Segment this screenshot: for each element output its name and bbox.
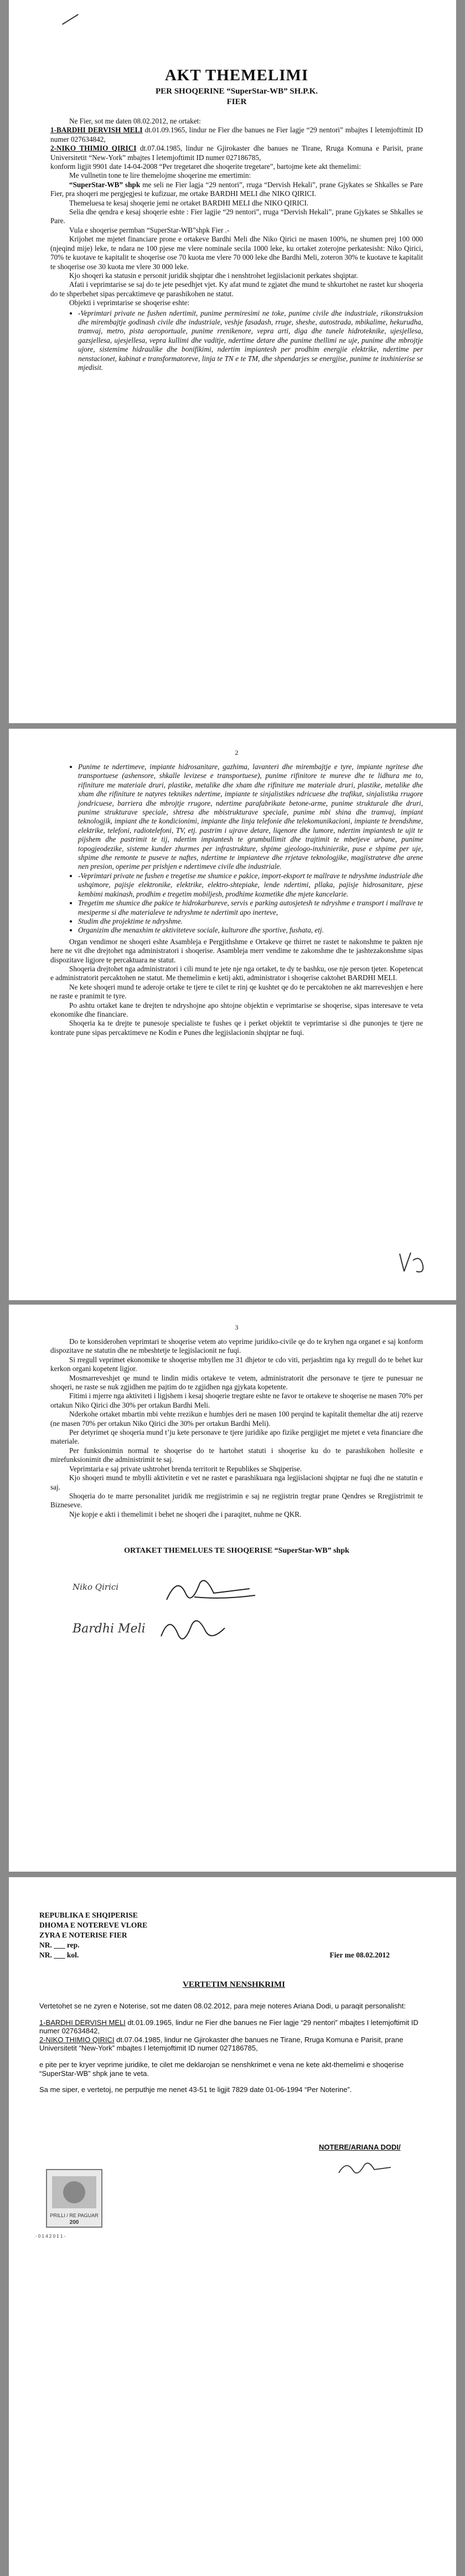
objective-item: • Punime te ndertimeve, impiante hidrosanitare, gazhima, lavanteri dhe mirembajtje e tyre, impiante ngritese dhe transportuese (ashensore, shkalle levizese e transportuese), punime rifinitore te mureve dhe te lidhura me to, rifiniture me materiale druri, plastike, metalike dhe xham dhe rifiniture me materiale druri, plastike, metalike dhe xham dhe rifiniture te natyres teknikes ndertime, impiante te sinjalistikes ndricuese dhe trafikut, sinjalistika rrugore jondricuese, barriera dhe mbrojtje rrugore, ndertime parafabrikate betone-arme, punime strukturale dhe druri, punime strukturave speciale, shtresa dhe mbistrukturave speciale, punime mbi shina dhe tramvaj, impiant teknologjik, impiant dhe te kondicionimi, impiante dhe linja telefonie dhe telekomunikacioni, impiante te brendshme, elektrike, telefoni, radiotelefoni, TV, etj. pastrim i ujrave detare, liqenore dhe lumore, ndertim impiantesh te ujit te pijshem dhe pastrimit te tij, ndertim impiantesh te grumbullimit dhe trajtimit te mbetjeve urbane, punime topogjeodezike, sisteme kunder zhurmes per infrastrukture, shpime gjeologo-inxhinierike, puse e shpime per uje, shpime dhe remonte te puseve te naftes, ndertime te impianteve dhe rrjetave teknologjike, magjistrateve dhe arene nen presion, operime per prishjen e ndertimeve civile dhe industriale.	[78, 763, 423, 872]
header-line: ZYRA E NOTERISE FIER	[39, 1931, 127, 1939]
certificate-body	[39, 2002, 428, 2094]
certificate-paragraph: Vertetohet se ne zyren e Noterise, sot me daten 08.02.2012, para meje noteres Ariana Dodi, u paraqit personalisht:	[39, 2002, 406, 2010]
certificate-title: VERTETIM NENSHKRIMI	[183, 1980, 285, 1989]
fiscal-stamp	[41, 2165, 107, 2232]
document-page-2	[9, 729, 456, 1300]
objectives-list-2	[69, 763, 423, 935]
paragraph: Nje kopje e akti i themelimit i behet ne shoqeri dhe i paraqitet, nuhme ne QKR.	[69, 1509, 302, 1518]
document-title: AKT THEMELIMI	[164, 66, 309, 84]
document-city: FIER	[226, 97, 247, 106]
objectives-list-1	[69, 309, 423, 373]
objective-item: • Organizim dhe menaxhim te aktiviteteve sociale, kulturore dhe sportive, fushata, etj.	[78, 926, 423, 935]
kol-number: NR. ___ kol.	[39, 1951, 79, 1959]
header-line: DHOMA E NOTEREVE VLORE	[39, 1921, 148, 1929]
paragraph: Mosmarreveshjet qe mund te lindin midis ortakeve te vetem, administratorit dhe personave te tjere te punesuar ne shoqeri, ne raste se nuk zgjidhen me pajtim do te zgjidhen nga gjykata kopetente.	[50, 1373, 423, 1392]
document-page-4	[9, 1877, 456, 2576]
change-objectives-paragraph: Po ashtu ortaket kane te drejten te ndryshojne apo shtojne objektin e veprimtarise se shoqerise, sipas interesave te veta ekonomike dhe financiare.	[50, 1001, 423, 1018]
paragraph: Per funksionimin normal te shoqerise do te hartohet statuti i shoqerise ku do te parashikohen hollesite e mirefunksionimit dhe administrimit te saj.	[50, 1446, 423, 1464]
signature-2	[156, 1614, 233, 1653]
stamp-paragraph: Vula e shoqerise permban “SuperStar-WB”shpk Fier .-	[69, 225, 230, 234]
paragraph: Shoqeria do te marre personalitet juridik me rregjistrimin e saj ne regjistrin tregtar prane Qendres se Rregjistrimit te Bizneseve.	[50, 1491, 423, 1509]
duration-paragraph: Afati i veprimtarise se saj do te jete pesedhjet vjet. Ky afat mund te zgjatet dhe mund te shkurtohet ne rastet kur shoqeria do te shperbehet sipas percaktimeve qe parashikohen ne statut.	[50, 280, 423, 298]
objective-item: • -Veprimtari private ne fushen e tregetise me shumice e pakice, import-eksport te mallrave te ndryshme industriale dhe ushqimore, pajisje elektronike, elektrike, elektro-shtepiake, lende ndertimi, pllaka, pajisje hidrosanitare, pjese kembimi makinash, prodhim e tregetim mobiljesh, prodhime kozmetike dhe mjete kancelarie.	[78, 872, 423, 899]
paragraph: Do te konsiderohen veprimtari te shoqerise vetem ato veprime juridiko-civile qe do te kryhen nga organet e saj konform dispozitave ne statutin dhe ne mbeshtetje te legjislacionit ne fuqi.	[50, 1337, 423, 1355]
signature-block	[50, 1572, 423, 1666]
paragraph: Si rregull veprimet ekonomike te shoqerise mbyllen me 31 dhjetor te cdo viti, perjashtim nga ky rregull do te behet kur kerkon organi kopetent ligjor.	[50, 1355, 423, 1373]
notary-name: NOTERE/ARIANA DODI/	[319, 2143, 401, 2151]
svg-text:PRILLI / RE PAGUAR: PRILLI / RE PAGUAR	[50, 2213, 99, 2218]
paragraph: Kjo shoqeri mund te mbylli aktivitetin e vet ne rastet e parashikuara nga legjislacioni shqiptar ne fuqi dhe ne statutin e saj.	[50, 1474, 423, 1491]
founder-2: 2-NIKO THIMIO QIRICI dt.07.04.1985, lindur ne Gjirokaster dhe banues ne Tirane, Rruga Komuna e Parisit, prane Universitetit “New-York” mbajtes I letemjoftimit ID numer 027186785,	[50, 144, 423, 162]
page-number: 3	[235, 1323, 239, 1331]
signature-name-2: Bardhi Meli	[73, 1622, 146, 1636]
notary-header	[39, 1910, 428, 1960]
objective-item: • Tregetim me shumice dhe pakice te hidrokarbureve, servis e parking autosjetesh te ndryshme e transport i mallrave te mesiperme si dhe materialeve te ndryshme te ndertimit apo inerteve,	[78, 899, 423, 917]
svg-text:200: 200	[69, 2219, 79, 2225]
paragraph: Per detyrimet qe shoqeria mund t’ju kete personave te tjere juridike apo fizike pergjigjet me mjetet e veta financiare dhe materiale.	[50, 1428, 423, 1446]
capital-paragraph: Krijohet me mjetet financiare prone e ortakeve Bardhi Meli dhe Niko Qirici ne masen 100%, ne shumen prej 100 000 (njeqind mije) leke, te ndara ne 100 pjese me vlere nominale secila 1000 leke, ku ortaket zoterojne perkatesisht: Niko Qirici, 70% te kuotave te kapitalit te shoqerise ose 70 kuota me vlere 70 000 leke dhe Bardhi Meli, zoteron 30% te kuotave te kapitalit te shoqerise ose 30 kuota me vlere 30 000 leke.	[50, 235, 423, 271]
page-number: 2	[235, 749, 239, 756]
document-page-3	[9, 1305, 456, 1872]
administrator-paragraph: Shoqeria drejtohet nga administratori i cili mund te jete nje nga ortaket, te dy te bashku, ose nje person tjeter. Kopetencat e administratorit percaktohen ne statut. Me themelimin e ketij akti, administrator i shoqerise caktohet BARDHI MELI.	[50, 964, 423, 982]
kol-row	[39, 1950, 428, 1960]
certificate-paragraph: Sa me siper, e vertetoj, ne perputhje me nenet 43-51 te ligjit 7829 date 01-06-1994 “Per Noterine”.	[39, 2085, 352, 2094]
paragraph: Fitimi i mjerre nga aktiviteti i ligjshem i kesaj shoqerie tregtare eshte ne favor te ortakeve te shoqerise ne masen 70% per ortakun Niko Qirici dhe 30% per ortakun Bardhi Meli.	[50, 1392, 423, 1409]
certificate-paragraph: e pite per te kryer veprime juridike, te cilet me deklarojan se nenshkrimet e vena ne kete akt-themelimi e shoqerise “SuperStar-WB” shpk jane te veta.	[39, 2060, 404, 2078]
objectives-intro: Objekti i veprimtarise se shoqerise eshte:	[69, 298, 190, 307]
organs-paragraph: Organ vendimor ne shoqeri eshte Asambleja e Pergjithshme e Ortakeve qe thirret ne rastet te nakonshme te pakten nje here ne vit dhe drejtohet nga administratori i shoqerise. Asambleja merr vendime te zakonshme dhe te jashtezakonshme sipas dispozitave ligjore te percaktuara ne statut.	[50, 937, 423, 964]
notary-signature	[335, 2157, 396, 2180]
intro-paragraph: Ne Fier, sot me daten 08.02.2012, ne ortaket:	[69, 117, 201, 125]
company-name-paragraph: “SuperStar-WB” shpk me seli ne Fier lagja “29 nentori”, rruga “Dervish Hekali”, prane Gjykates se Shkalles se Pare Fier, pra shoqeri me pergjegjesi te kufizuar, me ortake BARDHI MELI dhe NIKO QIRICI.	[50, 180, 423, 198]
new-partners-paragraph: Ne kete shoqeri mund te aderoje ortake te tjere te cilet te rinj qe kushtet qe do te percaktohen ne akt marreveshjen e here ne raste e pranimit te tyre.	[50, 982, 423, 1001]
seat-paragraph: Selia dhe qendra e kesaj shoqerie eshte : Fier lagjie “29 nentori”, rruga “Dervish Hekali”, prane Gjykates se Shkalles se Pare.	[50, 208, 423, 225]
founders-paragraph: Themeluesa te kesaj shoqerie jemi ne ortaket BARDHI MELI dhe NIKO QIRICI.	[69, 198, 309, 207]
founder-legal-basis: konform ligjit 9901 date 14-04-2008 “Per tregetaret dhe shoqerite tregetare”, bartojme kete akt themelimi:	[50, 162, 361, 171]
certificate-founder-1: 1-BARDHI DERVISH MELI dt.01.09.1965, lindur ne Fier dhe banues ne Fier lagje “29 nentori” mbajtes I letemjoftimit ID numer 027634842,	[39, 2018, 418, 2036]
signature-name-1: Niko Qirici	[73, 1582, 119, 1593]
pen-mark	[62, 14, 79, 25]
certificate-date: Fier me 08.02.2012	[329, 1951, 390, 1959]
document-subtitle: PER SHOQERINE “SuperStar-WB” SH.P.K.	[155, 87, 318, 96]
initials-mark	[396, 1249, 430, 1277]
legal-status-paragraph: Kjo shoqeri ka statusin e personit juridik shqiptar dhe i nenshtrohet legjislacionit perkates shqiptar.	[69, 271, 358, 280]
header-line: REPUBLIKA E SHQIPERISE	[39, 1911, 138, 1919]
stamp-serial: - 0 1 4 2 0 1 1 -	[35, 2234, 66, 2239]
paragraph: Veprimtaria e saj private ushtrohet brenda territorit te Republikes se Shqiperise.	[69, 1464, 302, 1473]
rep-number: NR. ___ rep.	[39, 1941, 80, 1949]
certificate-founder-2: 2-NIKO THIMIO QIRICI dt.07.04.1985, lindur ne Gjirokaster dhe banues ne Tirane, Rruga Komuna e Parisit, prane Universitetit “New-York” mbajtes I letemjoftimit ID numer 027186785,	[39, 2035, 404, 2053]
signature-1	[161, 1572, 261, 1611]
paragraph: Nderkohe ortaket mbartin mbi vehte rrezikun e humbjes deri ne masen 100 perqind te kapitalit themeltar dhe atij rezerve (ne masen 70% per ortakun Niko Qirici dhe 30% per ortakun Bardhi Meli).	[50, 1410, 423, 1428]
founder-1: 1-BARDHI DERVISH MELI dt.01.09.1965, lindur ne Fier dhe banues ne Fier lagje “29 nentori” mbajtes I letemjoftimit ID numer 027634842,	[50, 126, 423, 143]
name-paragraph: Me vullnetin tone te lire themelojme shoqerine me emertimin:	[69, 171, 251, 180]
objective-item: • -Veprimtari private ne fushen ndertimit, punime permiresimi ne toke, punime civile dhe industriale, rikonstruksion dhe mirembajtje godinash civile dhe industriale, veshje fasadash, rruge, sheshe, autostrada, mbikalime, hekurudha, tramvaj, metro, pista aeroportuale, punime rrenikenore, vepra arti, diga dhe tunele hidroteknike, ujesjellesa, gazsjellesa, ujesjellesa, vepra kullimi dhe vaditje, ndertime detare dhe punime thellimi ne uje, punime dhe mbrojtje ujore, sistemime hidraulike dhe bonifikimi, ndertim impiantesh per prodhim energjie elektrike, ndertime per nenstacionet, kabinat e transformatoreve, linja te TN e te TM, dhe shpendarjes se energjise, punime te inxhinierise se mjedisit.	[78, 309, 423, 373]
employment-paragraph: Shoqeria ka te drejte te punesoje specialiste te fushes qe i perket objektit te veprimtarise si dhe punonjes te tjere ne kontrate pune sipas percaktimeve ne Kodin e Punes dhe legjislacionin shqiptar ne fuqi.	[50, 1019, 423, 1037]
document-page-1	[9, 0, 456, 723]
signature-heading: ORTAKET THEMELUES TE SHOQERISE “SuperStar-WB” shpk	[124, 1547, 349, 1555]
objective-item: • Studim dhe projektime te ndryshme.	[78, 917, 423, 926]
